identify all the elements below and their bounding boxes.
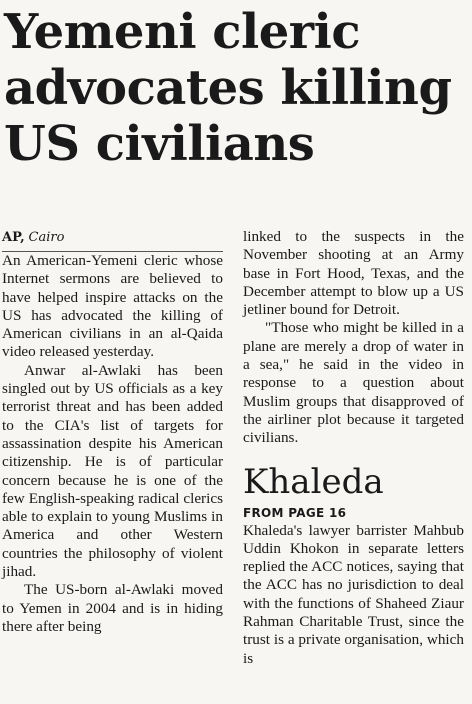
headline-line-1: Yemeni cleric xyxy=(4,4,361,60)
right-column xyxy=(243,228,464,668)
second-story-title: Khaleda xyxy=(243,461,384,502)
story-paragraph-4: linked to the suspects in the November shooting at an Army base in Fort Hood, Texas, and the December attempt to blow up a US jetliner bound for Detroit. xyxy=(243,228,464,319)
story-paragraph-2: Anwar al-Awlaki has been singled out by US officials as a key terrorist threat and has been added to the CIA's list of targets for assassination despite his American citizenship. He is of particular concern because he is one of the few English-speaking radical clerics able to explain to young Muslims in America and other Western countries the philosophy of violent jihad. xyxy=(2,361,223,581)
byline xyxy=(2,230,223,252)
headline-line-3: US civilians xyxy=(4,116,315,172)
story-paragraph-3: The US-born al-Awlaki moved to Yemen in 2004 and is in hiding there after being xyxy=(2,581,223,635)
headline-line-2: advocates killing xyxy=(4,60,452,116)
from-page-label: FROM PAGE 16 xyxy=(243,505,347,520)
byline-location: Cairo xyxy=(28,230,65,245)
headline xyxy=(4,4,470,172)
story-paragraph-1: An American-Yemeni cleric whose Internet sermons are believed to have helped inspire attacks on the US has advocated the killing of American civilians in an al-Qaida video released yesterday. xyxy=(2,252,223,361)
byline-agency: AP, xyxy=(2,230,25,245)
left-column xyxy=(2,230,223,636)
second-story-paragraph-1: Khaleda's lawyer barrister Mahbub Uddin Khokon in separate letters replied the ACC notices, saying that the ACC has no jurisdiction to deal with the functions of Shaheed Ziaur Rahman Charitable Trust, since the trust is a private organisation, which is xyxy=(243,521,464,667)
story-paragraph-5: "Those who might be killed in a plane are merely a drop of water in a sea," he said in the video in response to a question about Muslim groups that disapproved of the airliner plot because it targeted civilians. xyxy=(243,319,464,447)
